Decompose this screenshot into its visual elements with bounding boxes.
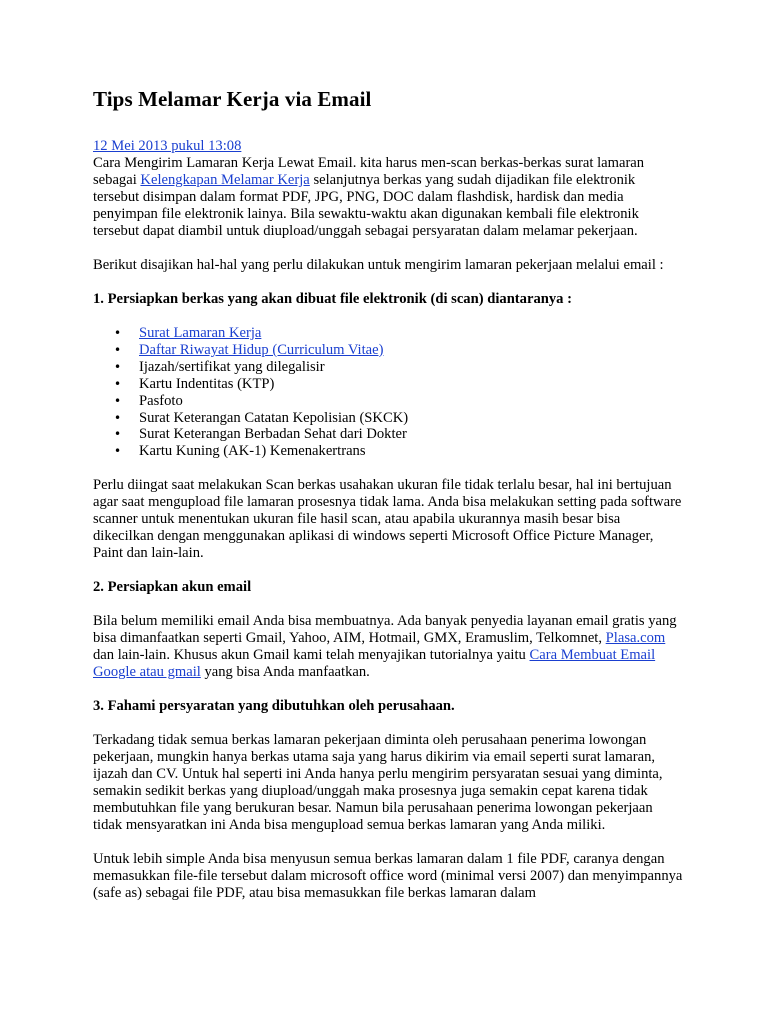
list-item	[93, 325, 683, 342]
document-list	[93, 325, 683, 460]
bullet-icon: •	[114, 427, 122, 442]
section3-heading: 3. Fahami persyaratan yang dibutuhkan oleh perusahaan.	[93, 698, 455, 715]
intro-text-before: Cara Mengirim Lamaran Kerja Lewat Email. kita harus men-scan berkas-berkas surat lamaran sebagai	[93, 155, 645, 188]
surat-lamaran-link[interactable]: Surat Lamaran Kerja	[139, 325, 262, 341]
list-item-text: Kartu Indentitas (KTP)	[139, 375, 275, 392]
bullet-icon: •	[114, 410, 122, 425]
berikut-paragraph: Berikut disajikan hal-hal yang perlu dilakukan untuk mengirim lamaran pekerjaan melalui email :	[93, 257, 664, 273]
date-link[interactable]: 12 Mei 2013 pukul 13:08	[93, 138, 242, 154]
list-item-text: Kartu Kuning (AK-1) Kemenakertrans	[139, 443, 366, 460]
list-item-text: Surat Keterangan Catatan Kepolisian (SKCK)	[139, 409, 409, 426]
email-text-after: yang bisa Anda manfaatkan.	[200, 664, 370, 681]
requirements-paragraph: Terkadang tidak semua berkas lamaran pekerjaan diminta oleh perusahaan penerima lowongan pekerjaan, mungkin hanya berkas utama saja yang harus dikirim via email seperti surat lamaran, ijazah dan CV. Untuk hal seperti ini Anda hanya perlu mengirim persyaratan sesuai yang diminta, semakin sedikit berkas yang diupload/unggah maka prosesnya juga semakin cepat karena tidak membutuhkan file yang berukuran besar. Namun bila perusahaan penerima lowongan pekerjaan tidak mensyaratkan ini Anda bisa mengupload semua berkas lamaran yang Anda miliki.	[93, 732, 663, 834]
daftar-riwayat-link[interactable]: Daftar Riwayat Hidup (Curriculum Vitae)	[139, 341, 384, 358]
bullet-icon: •	[114, 359, 122, 374]
bullet-icon: •	[114, 326, 122, 340]
list-item	[93, 443, 683, 460]
bullet-icon: •	[114, 376, 122, 391]
kelengkapan-link[interactable]: Kelengkapan Melamar Kerja	[140, 172, 310, 188]
list-item-text: Ijazah/sertifikat yang dilegalisir	[139, 358, 325, 375]
gmail-tutorial-link[interactable]: Cara Membuat Email Google atau gmail	[93, 647, 656, 681]
list-item	[93, 410, 683, 427]
pdf-tip-paragraph: Untuk lebih simple Anda bisa menyusun semua berkas lamaran dalam 1 file PDF, caranya dengan memasukkan file-file tersebut dalam microsoft office word (minimal versi 2007) dan menyimpannya (safe as) sebagai file PDF, atau bisa memasukkan file berkas lamaran dalam	[93, 851, 683, 902]
scan-note-paragraph: Perlu diingat saat melakukan Scan berkas usahakan ukuran file tidak terlalu besar, hal ini bertujuan agar saat mengupload file lamaran prosesnya tidak lama. Anda bisa melakukan setting pada software scanner untuk menentukan ukuran file hasil scan, atau apabila ukurannya masih besar bisa dikecilkan dengan menggunakan aplikasi di windows seperti Microsoft Office Picture Manager, Paint dan lain-lain.	[93, 477, 682, 562]
list-item	[93, 376, 683, 393]
list-item	[93, 342, 683, 359]
document-page	[93, 86, 683, 919]
email-paragraph	[93, 613, 683, 681]
bullet-icon: •	[114, 342, 122, 357]
list-item-text: Surat Keterangan Berbadan Sehat dari Dokter	[139, 426, 407, 443]
intro-paragraph	[93, 155, 683, 240]
plasa-link[interactable]: Plasa.com	[605, 630, 666, 647]
email-text-before: Bila belum memiliki email Anda bisa membuatnya. Ada banyak penyedia layanan email gratis yang bisa dimanfaatkan seperti Gmail, Yahoo, AIM, Hotmail, GMX, Eramuslim, Telkomnet,	[93, 613, 677, 647]
bullet-icon: •	[114, 444, 122, 459]
list-item-text: Pasfoto	[139, 392, 183, 409]
list-item	[93, 359, 683, 376]
list-item	[93, 393, 683, 410]
section1-heading: 1. Persiapkan berkas yang akan dibuat file elektronik (di scan) diantaranya :	[93, 291, 572, 307]
bullet-icon: •	[114, 393, 122, 408]
page-title: Tips Melamar Kerja via Email	[93, 87, 372, 111]
email-text-middle: dan lain-lain. Khusus akun Gmail kami telah menyajikan tutorialnya yaitu	[93, 647, 530, 664]
section2-heading: 2. Persiapkan akun email	[93, 579, 252, 596]
intro-text-after: selanjutnya berkas yang sudah dijadikan file elektronik tersebut disimpan dalam format PDF, JPG, PNG, DOC dalam flashdisk, hardisk dan media penyimpan file elektronik lainya. Bila sewaktu-waktu akan digunakan kembali file elektronik tersebut dapat diambil untuk diupload/unggah sebagai persyaratan dalam melamar pekerjaan.	[93, 172, 639, 239]
list-item	[93, 426, 683, 443]
